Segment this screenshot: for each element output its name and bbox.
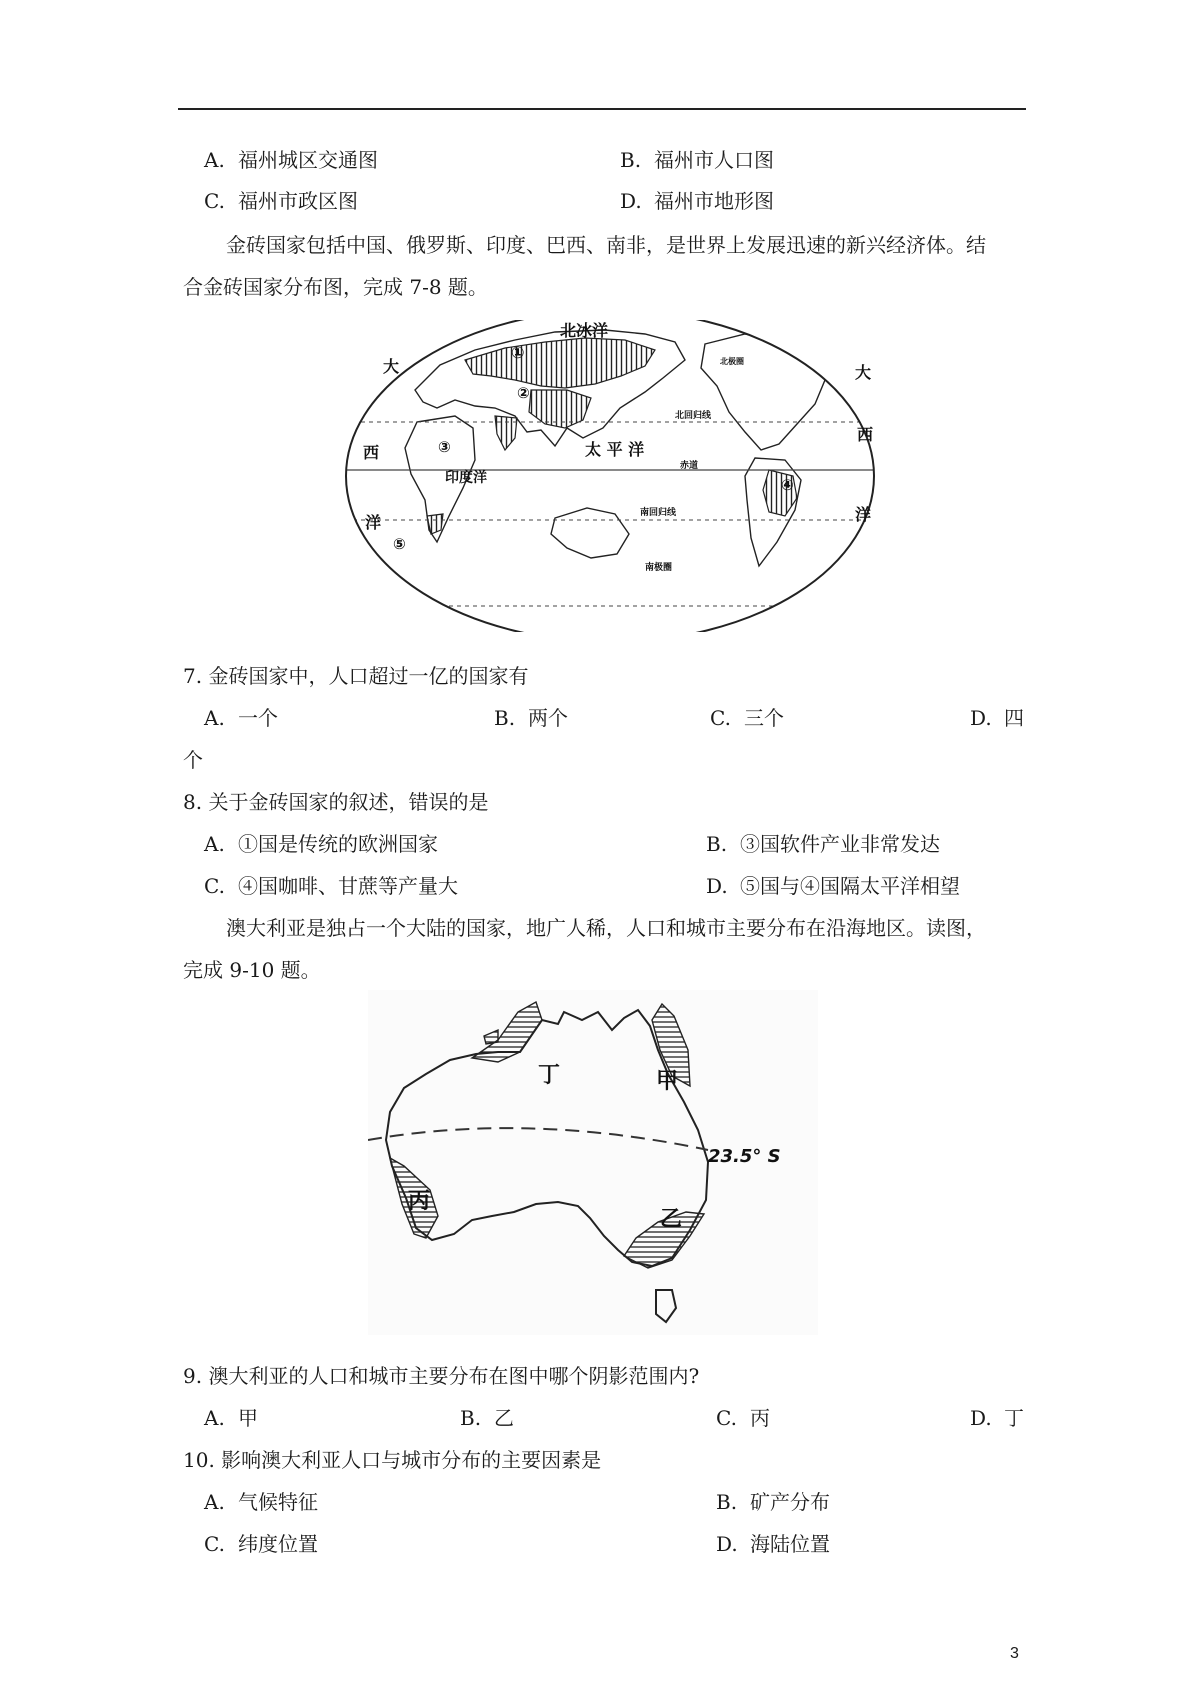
australia-intro-line2: 完成 9-10 题。 [183, 958, 321, 982]
option-text: ③国软件产业非常发达 [740, 832, 940, 856]
label-pacific-ocean: 太 平 洋 [585, 440, 645, 459]
australia-map [368, 990, 818, 1335]
q10-option-b [716, 1492, 830, 1512]
option-letter: C. [710, 706, 731, 730]
label-tropic-south: 南回归线 [640, 508, 677, 518]
option-text: ⑤国与④国隔太平洋相望 [740, 874, 960, 898]
label-indian-ocean: 印度洋 [445, 470, 487, 486]
label-arctic-ocean: 北冰洋 [560, 321, 609, 340]
option-letter: C. [716, 1406, 737, 1430]
marker-2: ② [517, 384, 530, 402]
option-text: 福州城区交通图 [238, 148, 378, 172]
q8-option-b [706, 834, 940, 854]
label-arctic-circle: 北极圈 [720, 357, 744, 366]
option-letter: A. [204, 1490, 225, 1514]
q9-option-b [460, 1408, 514, 1428]
q10-option-a [204, 1492, 318, 1512]
label-tropic-capricorn: 23.5° S [708, 1146, 781, 1167]
label-ding: 丁 [538, 1063, 561, 1088]
q8-option-c [204, 876, 458, 896]
option-letter: D. [716, 1532, 738, 1556]
q10-option-d [716, 1534, 830, 1554]
q9-option-a [204, 1408, 258, 1428]
option-letter: A. [204, 832, 225, 856]
page-number: 3 [1010, 1645, 1019, 1662]
option-text: 两个 [528, 706, 568, 730]
q10-stem: 10. 影响澳大利亚人口与城市分布的主要因素是 [183, 1448, 602, 1472]
australia-intro-line1: 澳大利亚是独占一个大陆的国家，地广人稀，人口和城市主要分布在沿海地区。读图， [226, 916, 986, 940]
option-text: 福州市人口图 [654, 148, 774, 172]
option-letter: B. [494, 706, 516, 730]
label-equator: 赤道 [680, 461, 699, 471]
option-text: ①国是传统的欧洲国家 [238, 832, 438, 856]
option-text: 丙 [750, 1406, 770, 1430]
label-atlantic-left-3: 洋 [365, 513, 382, 532]
option-text: 乙 [494, 1406, 514, 1430]
brics-world-map [345, 320, 875, 632]
option-text: ④国咖啡、甘蔗等产量大 [238, 874, 458, 898]
option-letter: B. [460, 1406, 482, 1430]
label-atlantic-right-3: 洋 [855, 505, 872, 524]
option-letter: A. [204, 1406, 225, 1430]
option-letter: A. [204, 706, 225, 730]
marker-3: ③ [438, 438, 451, 456]
option-letter: D. [620, 189, 642, 213]
option-letter: C. [204, 189, 225, 213]
option-letter: C. [204, 1532, 225, 1556]
option-text: 福州市政区图 [238, 189, 358, 213]
label-bing: 丙 [408, 1189, 431, 1214]
brics-intro-line1: 金砖国家包括中国、俄罗斯、印度、巴西、南非，是世界上发展迅速的新兴经济体。结 [226, 233, 986, 257]
marker-1: ① [511, 343, 525, 362]
q7-option-b [494, 708, 568, 728]
label-atlantic-right-2: 西 [857, 425, 874, 444]
q7-option-d [970, 708, 1024, 728]
option-text: 气候特征 [238, 1490, 318, 1514]
option-text: 矿产分布 [750, 1490, 830, 1514]
marker-5: ⑤ [393, 535, 406, 553]
option-text: 海陆位置 [750, 1532, 830, 1556]
q9-option-c [716, 1408, 770, 1428]
q9-option-d [970, 1408, 1024, 1428]
option-text: 福州市地形图 [654, 189, 774, 213]
label-atlantic-left-2: 西 [363, 443, 380, 462]
option-letter: D. [706, 874, 728, 898]
q6-option-a [204, 150, 378, 170]
marker-4: ④ [781, 476, 794, 494]
q8-stem: 8. 关于金砖国家的叙述，错误的是 [183, 790, 489, 814]
q6-option-b [620, 150, 774, 170]
option-letter: B. [620, 148, 642, 172]
label-atlantic-right-1: 大 [855, 363, 872, 382]
q7-option-c [710, 708, 784, 728]
q8-option-a [204, 834, 438, 854]
option-text: 丁 [1004, 1406, 1024, 1430]
option-text: 一个 [238, 706, 278, 730]
q7-stem: 7. 金砖国家中，人口超过一亿的国家有 [183, 664, 529, 688]
q6-option-d [620, 191, 774, 211]
label-tropic-north: 北回归线 [675, 411, 712, 421]
option-text: 甲 [238, 1406, 258, 1430]
brics-intro-line2: 合金砖国家分布图，完成 7-8 题。 [183, 275, 488, 299]
option-letter: D. [970, 1406, 992, 1430]
label-yi: 乙 [660, 1207, 683, 1232]
label-jia: 甲 [656, 1069, 679, 1094]
q8-option-d [706, 876, 960, 896]
option-letter: A. [204, 148, 225, 172]
q9-stem: 9. 澳大利亚的人口和城市主要分布在图中哪个阴影范围内? [183, 1364, 700, 1388]
q7-option-d-wrap: 个 [183, 748, 203, 772]
label-atlantic-left-1: 大 [383, 357, 400, 376]
option-letter: D. [970, 706, 992, 730]
label-antarctic-circle: 南极圈 [645, 563, 673, 573]
option-text: 三个 [744, 706, 784, 730]
option-text: 四 [1004, 706, 1024, 730]
q10-option-c [204, 1534, 318, 1554]
option-text: 纬度位置 [238, 1532, 318, 1556]
q7-option-a [204, 708, 278, 728]
option-letter: C. [204, 874, 225, 898]
option-letter: B. [706, 832, 728, 856]
q6-option-c [204, 191, 358, 211]
option-letter: B. [716, 1490, 738, 1514]
header-rule [178, 108, 1026, 110]
